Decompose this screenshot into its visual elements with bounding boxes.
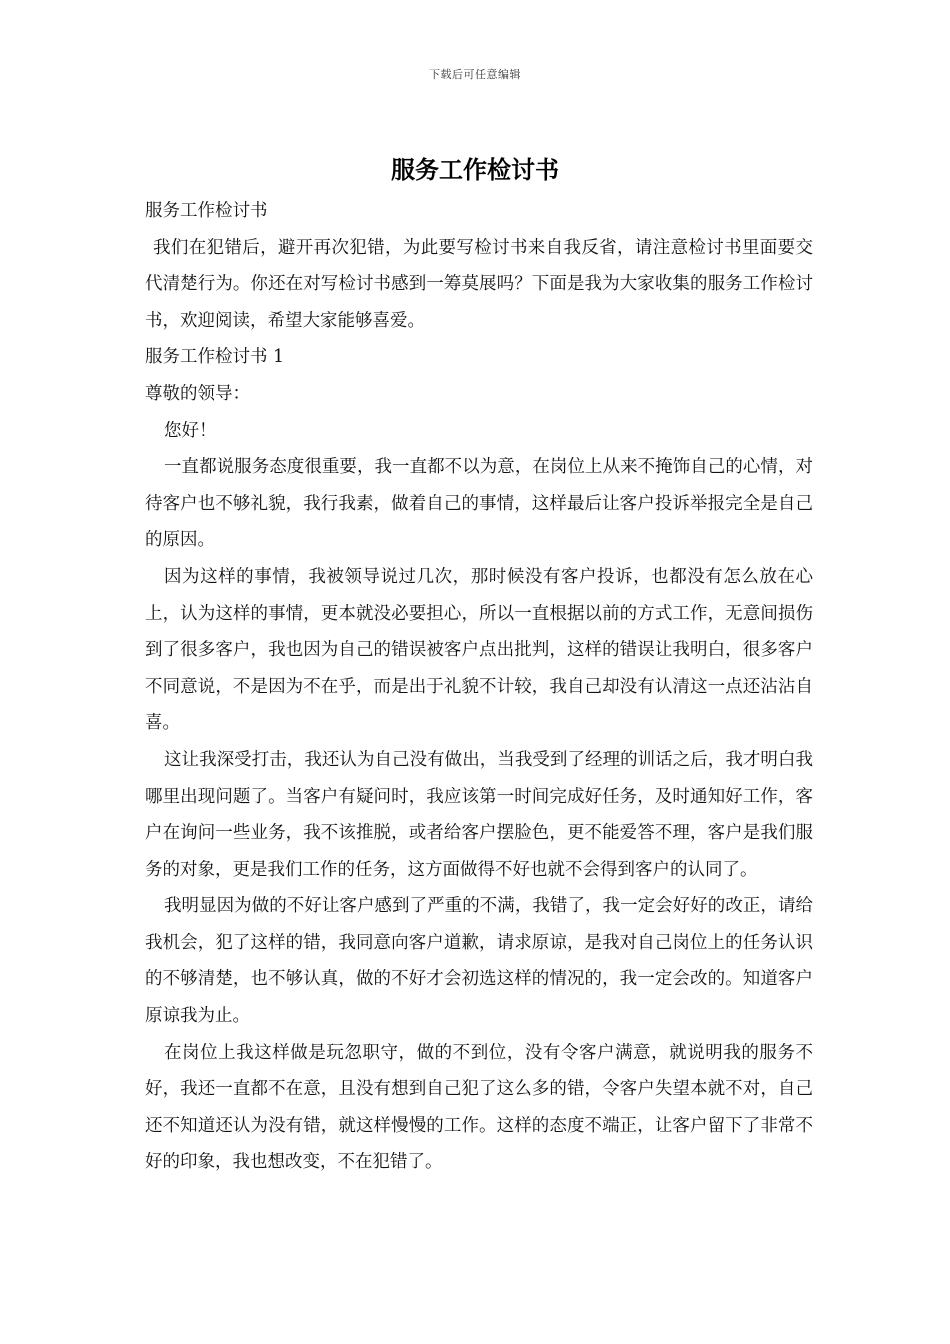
document-body <box>145 193 813 1181</box>
salutation: 尊敬的领导： <box>145 383 250 404</box>
greeting: 您好！ <box>164 420 217 441</box>
body-paragraph: 在岗位上我这样做是玩忽职守，做的不到位，没有令客户满意，就说明我的服务不好，我还一直都不在意，且没有想到自己犯了这么多的错，令客户失望本就不对，自己还不知道还认为没有错，就这样慢慢的工作。这样的态度不端正，让客户留下了非常不好的印象，我也想改变，不在犯错了。 <box>145 1042 813 1173</box>
body-paragraph: 这让我深受打击，我还认为自己没有做出，当我受到了经理的训话之后，我才明白我哪里出现问题了。当客户有疑问时，我应该第一时间完成好任务，及时通知好工作，客户在询问一些业务，我不该推脱，或者给客户摆脸色，更不能爱答不理，客户是我们服务的对象，更是我们工作的任务，这方面做得不好也就不会得到客户的认同了。 <box>145 749 813 880</box>
body-paragraph: 因为这样的事情，我被领导说过几次，那时候没有客户投诉，也都没有怎么放在心上，认为这样的事情，更本就没必要担心，所以一直根据以前的方式工作，无意间损伤到了很多客户，我也因为自己的错误被客户点出批判，这样的错误让我明白，很多客户不同意说，不是因为不在乎，而是出于礼貌不计较，我自己却没有认清这一点还沾沾自喜。 <box>145 566 813 734</box>
subtitle-paragraph: 服务工作检讨书 <box>145 201 268 221</box>
body-paragraph: 我明显因为做的不好让客户感到了严重的不满，我错了，我一定会好好的改正，请给我机会，犯了这样的错，我同意向客户道歉，请求原谅，是我对自己岗位上的任务认识的不够清楚，也不够认真，做的不好才会初选这样的情况的，我一定会改的。知道客户原谅我为止。 <box>145 896 813 1027</box>
section-heading: 服务工作检讨书 1 <box>145 347 285 368</box>
intro-paragraph: 我们在犯错后，避开再次犯错，为此要写检讨书来自我反省，请注意检讨书里面要交代清楚行为。你还在对写检讨书感到一筹莫展吗？下面是我为大家收集的服务工作检讨书，欢迎阅读，希望大家能够喜爱。 <box>145 237 813 331</box>
header-note: 下载后可任意编辑 <box>429 68 521 81</box>
document-title: 服务工作检讨书 <box>391 155 559 184</box>
body-paragraph: 一直都说服务态度很重要，我一直都不以为意，在岗位上从来不掩饰自己的心情，对待客户也不够礼貌，我行我素，做着自己的事情，这样最后让客户投诉举报完全是自己的原因。 <box>145 457 813 551</box>
